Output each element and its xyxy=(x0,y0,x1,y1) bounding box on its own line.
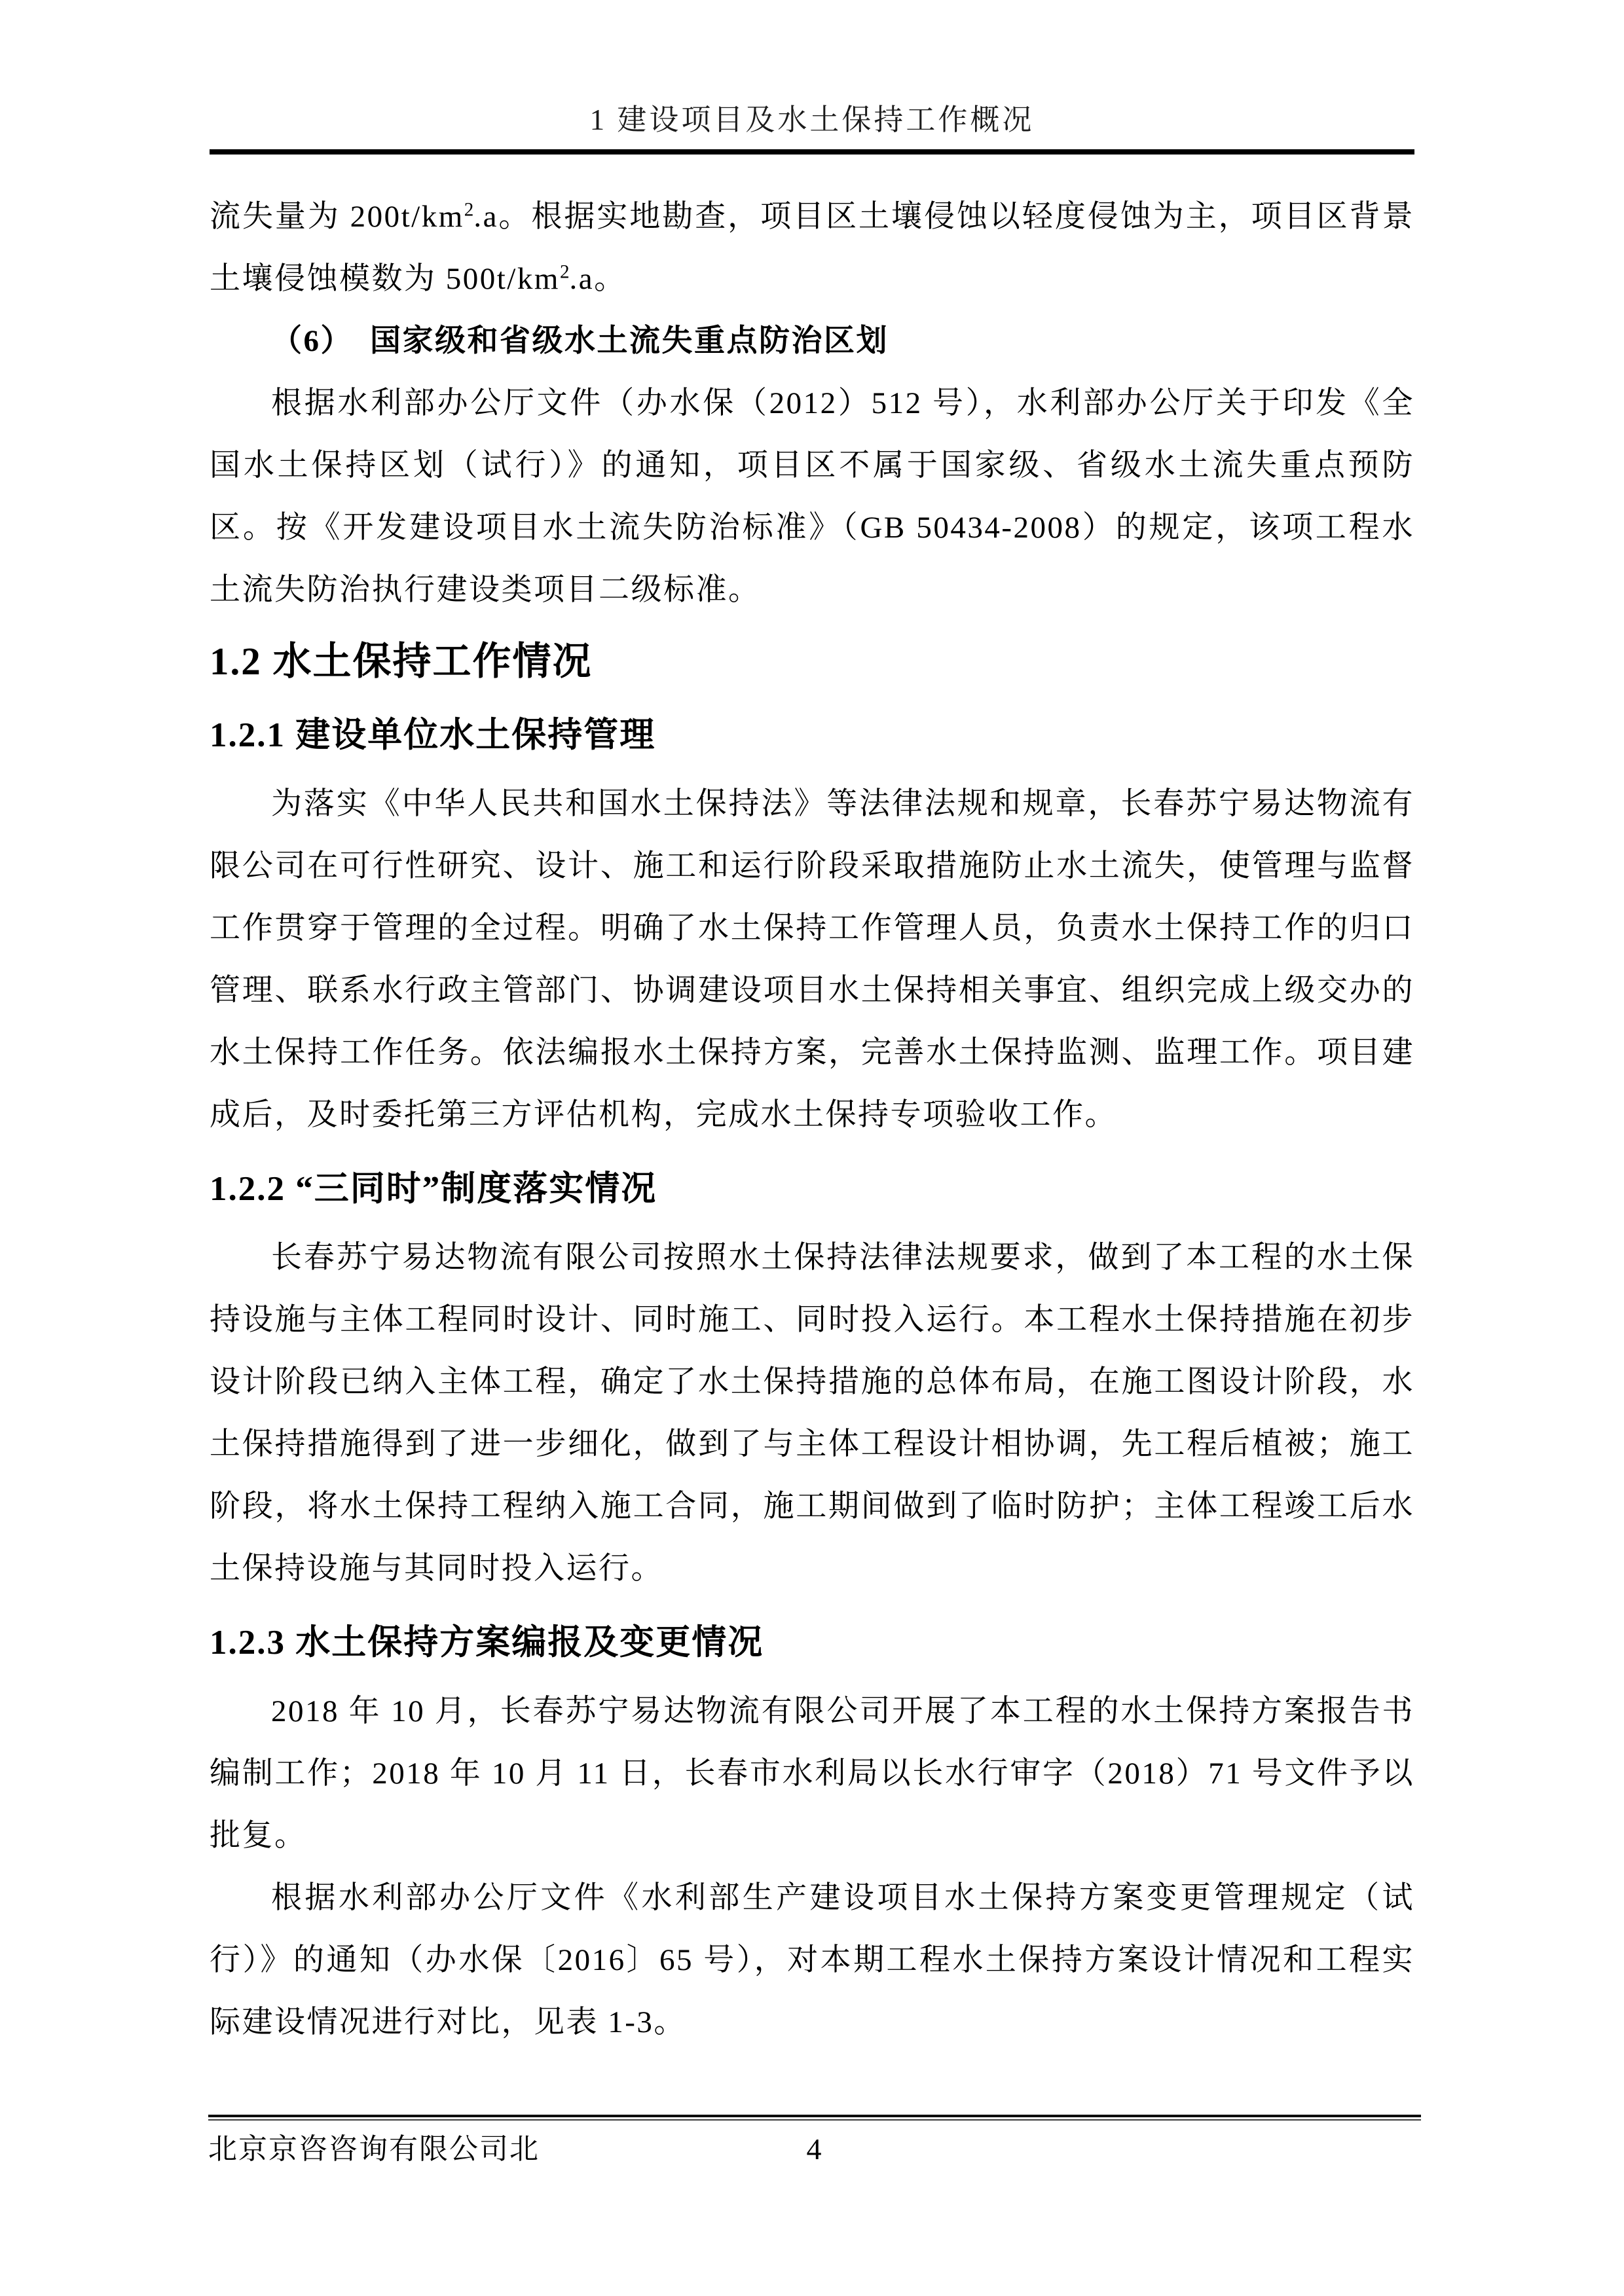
footer-page-number: 4 xyxy=(806,2132,823,2166)
footer-row xyxy=(208,2130,1421,2169)
section-heading: 1.2.1 建设单位水土保持管理 xyxy=(210,716,656,754)
page-header xyxy=(210,0,1414,137)
page-header-title: 1 建设项目及水土保持工作概况 xyxy=(589,103,1035,136)
section-heading: 1.2.2 “三同时”制度落实情况 xyxy=(210,1170,657,1208)
sub-heading: （6） 国家级和省级水土流失重点防治区划 xyxy=(271,324,889,358)
body-paragraph: 长春苏宁易达物流有限公司按照水土保持法律法规要求，做到了本工程的水土保持设施与主体工程同时设计、同时施工、同时投入运行。本工程水土保持措施在初步设计阶段已纳入主体工程，确定了水土保持措施的总体布局，在施工图设计阶段，水土保持措施得到了进一步细化，做到了与主体工程设计相协调，先工程后植被；施工阶段，将水土保持工程纳入施工合同，施工期间做到了临时防护；主体工程竣工后水土保持设施与其同时投入运行。 xyxy=(210,1241,1414,1586)
superscript: 2 xyxy=(559,261,570,283)
body-paragraph: 为落实《中华人民共和国水土保持法》等法律法规和规章，长春苏宁易达物流有限公司在可行性研究、设计、施工和运行阶段采取措施防止水土流失，使管理与监督工作贯穿于管理的全过程。明确了水土保持工作管理人员，负责水土保持工作的归口管理、联系水行政主管部门、协调建设项目水土保持相关事宜、组织完成上级交办的水土保持工作任务。依法编报水土保持方案，完善水土保持监测、监理工作。项目建成后，及时委托第三方评估机构，完成水土保持专项验收工作。 xyxy=(210,787,1414,1132)
body-paragraph: 流失量为 $200t/km^2.a$。根据实地勘查，项目区土壤侵蚀以轻度侵蚀为主，项目区背景土壤侵蚀模数为 $500t/km^2.a$。 xyxy=(210,199,1414,296)
document-body xyxy=(210,186,1414,2054)
section-heading: 1.2.3 水土保持方案编报及变更情况 xyxy=(210,1624,764,1662)
superscript: 2 xyxy=(464,199,474,221)
header-rule xyxy=(210,149,1414,155)
section-heading: 1.2 水土保持工作情况 xyxy=(210,640,593,683)
footer-rule xyxy=(208,2115,1421,2121)
footer-company: 北京京咨咨询有限公司北 xyxy=(208,2133,540,2165)
body-paragraph: 根据水利部办公厅文件（办水保（2012）512 号），水利部办公厅关于印发《全国水土保持区划（试行）》的通知，项目区不属于国家级、省级水土流失重点预防区。按《开发建设项目水土流失防治标准》（GB 50434-2008）的规定，该项工程水土流失防治执行建设类项目二级标准。 xyxy=(210,386,1414,607)
body-paragraph: 根据水利部办公厅文件《水利部生产建设项目水土保持方案变更管理规定（试行）》的通知（办水保〔2016〕65 号），对本期工程水土保持方案设计情况和工程实际建设情况进行对比，见表 1-3。 xyxy=(210,1881,1414,2039)
body-paragraph: 2018 年 10 月，长春苏宁易达物流有限公司开展了本工程的水土保持方案报告书编制工作；2018 年 10 月 11 日，长春市水利局以长水行审字（2018）71 号文件予以批复。 xyxy=(210,1694,1414,1853)
page-footer xyxy=(208,2115,1421,2169)
